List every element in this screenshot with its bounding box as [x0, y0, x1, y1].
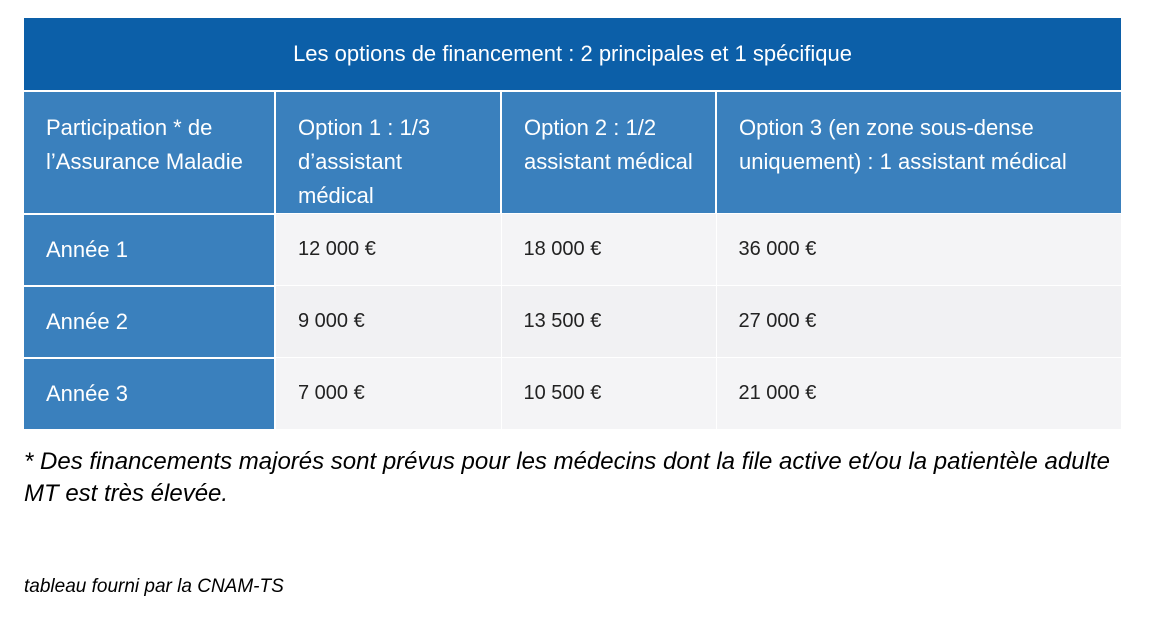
cell-year-1-option-1: 12 000 €: [275, 214, 501, 286]
table-header-row: [24, 91, 1121, 214]
cell-year-3-option-2: 10 500 €: [501, 358, 716, 429]
cell-year-2-option-1: 9 000 €: [275, 286, 501, 358]
financing-table-container: [24, 18, 1121, 429]
cell-year-1-option-3: 36 000 €: [716, 214, 1121, 286]
cell-year-2-option-3: 27 000 €: [716, 286, 1121, 358]
cell-year-1-option-2: 18 000 €: [501, 214, 716, 286]
header-participation: Participation * de l’Assurance Maladie: [24, 91, 275, 214]
header-option-1: Option 1 : 1/3 d’assistant médical: [275, 91, 501, 214]
row-label-year-2: Année 2: [24, 286, 275, 358]
cell-year-3-option-1: 7 000 €: [275, 358, 501, 429]
row-label-year-1: Année 1: [24, 214, 275, 286]
header-option-3: Option 3 (en zone sous-dense uniquement) : 1 assistant médical: [716, 91, 1121, 214]
cell-year-2-option-2: 13 500 €: [501, 286, 716, 358]
footnote: * Des financements majorés sont prévus pour les médecins dont la file active et/ou la patientèle adulte MT est très élevée.: [24, 448, 1110, 507]
source-caption: tableau fourni par la CNAM-TS: [24, 576, 284, 597]
table-row: [24, 358, 1121, 429]
row-label-year-3: Année 3: [24, 358, 275, 429]
table-row: [24, 214, 1121, 286]
table-row: [24, 286, 1121, 358]
financing-options-table: [24, 18, 1122, 429]
header-option-2: Option 2 : 1/2 assistant médical: [501, 91, 716, 214]
table-title: Les options de financement : 2 principales et 1 spécifique: [24, 18, 1121, 91]
table-title-row: [24, 18, 1121, 91]
cell-year-3-option-3: 21 000 €: [716, 358, 1121, 429]
